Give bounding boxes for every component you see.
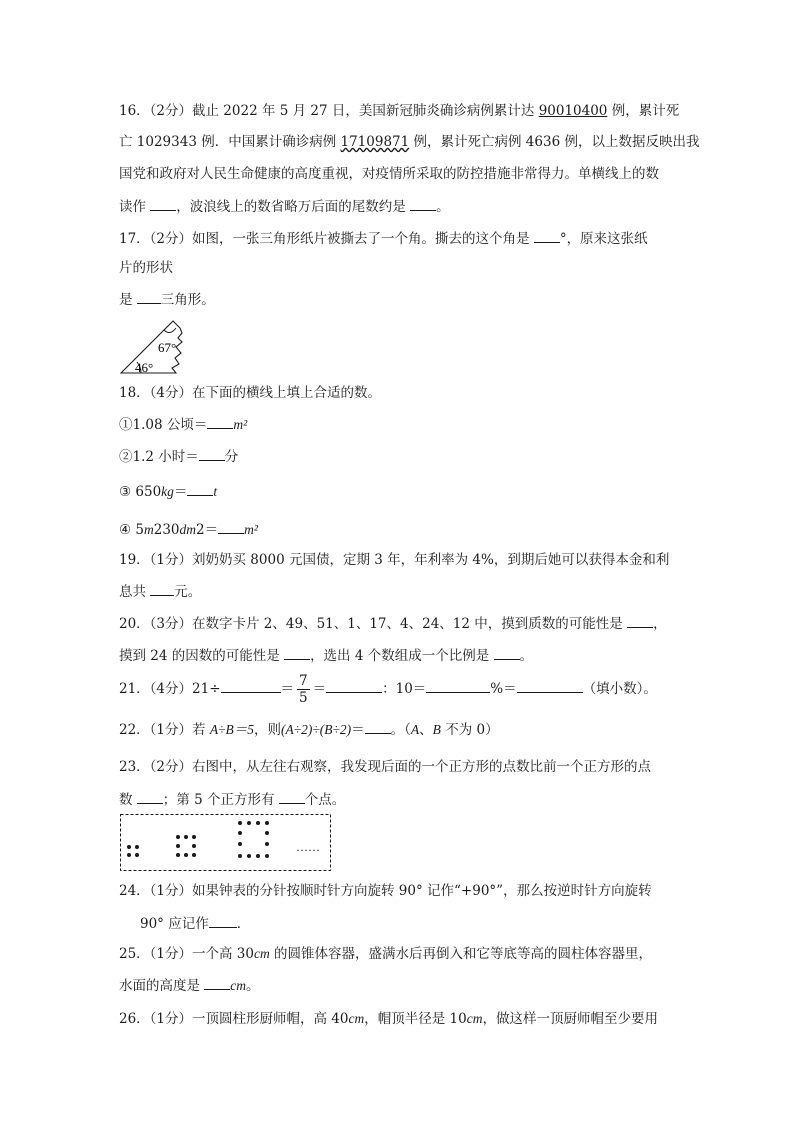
q21-line: [119, 672, 657, 706]
angle-label-46: 46°: [135, 360, 154, 375]
dot: [135, 845, 139, 849]
q18-item-3: [119, 481, 217, 502]
dot: [238, 821, 242, 825]
q16-text: ，波浪线上的数省略万后面的尾数约是: [176, 199, 411, 215]
answer-blank[interactable]: [627, 613, 653, 628]
q21-text: （填小数）。: [582, 681, 657, 697]
dot: [176, 835, 180, 839]
answer-blank[interactable]: [207, 414, 233, 429]
dot: [265, 831, 269, 835]
q25-text: 。: [246, 978, 260, 994]
q16-text: 例，累计死亡病例 4636 例，以上数据反映出我: [409, 134, 700, 150]
q21-text: ：10＝: [382, 681, 427, 697]
answer-blank[interactable]: [221, 678, 281, 693]
answer-blank[interactable]: [218, 519, 244, 534]
q17-line-3: [119, 289, 215, 310]
q18-item-2: [119, 446, 238, 467]
q25-text: 的圆锥体容器，盛满水后再倒入和它等底等高的圆柱体容器里，: [269, 946, 653, 962]
q23-line-1: [119, 757, 651, 777]
q22-expr: (A÷2)÷(B÷2): [280, 722, 352, 737]
dot: [176, 853, 180, 857]
q16-text: 亡 1029343 例．中国累计确诊病例: [119, 134, 341, 150]
q18-text: 2＝: [196, 522, 219, 538]
q25-line-1: [119, 944, 652, 964]
dot: [238, 842, 242, 846]
fraction-denominator: 5: [299, 690, 308, 706]
answer-blank[interactable]: [426, 678, 490, 693]
unit-cm: cm: [230, 978, 247, 993]
torn-triangle-figure: [118, 316, 198, 378]
unit-kg: kg: [161, 484, 174, 499]
q24-line-1: [119, 881, 652, 901]
q18-text: 分: [224, 449, 239, 465]
q16-underlined-number: 90010400: [538, 103, 608, 119]
q23-text: 23．（2分）右图中，从左往右观察，我发现后面的一个正方形的点数比前一个正方形的点: [119, 759, 652, 775]
ellipsis: ……: [296, 840, 320, 854]
fraction-numerator: 7: [299, 673, 308, 689]
q16-text: 16．（2分）截止 2022 年 5 月 27 日，美国新冠肺炎确诊病例累计达: [119, 103, 539, 119]
q22-var-b: B: [432, 722, 441, 737]
q16-text: 。: [436, 199, 450, 215]
answer-blank[interactable]: [534, 228, 560, 243]
q17-text: 片的形状: [119, 260, 173, 276]
q23-text: ；第 5 个正方形有: [162, 792, 279, 808]
q18-text: ④ 5: [119, 522, 144, 538]
q22-text: 、: [419, 722, 433, 738]
q24-text: 90° 应记作: [140, 916, 209, 932]
q18-text: 230: [153, 522, 180, 538]
dot: [256, 821, 260, 825]
dot: [265, 842, 269, 846]
dot: [247, 854, 251, 858]
dot: [265, 821, 269, 825]
answer-blank[interactable]: [326, 678, 382, 693]
q18-text: ＝: [173, 484, 188, 500]
answer-blank[interactable]: [494, 645, 520, 660]
unit-m2: m²: [244, 522, 258, 537]
q25-line-2: [119, 975, 260, 996]
dot: [265, 854, 269, 858]
angle-label-67: 67°: [158, 340, 177, 355]
q20-text: 摸到 24 的因数的可能性是: [119, 648, 285, 664]
q26-text: 26．（1分）一顶圆柱形厨师帽，高 40: [119, 1011, 349, 1027]
q18-text: 18．（4分）在下面的横线上填上合适的数。: [119, 385, 382, 401]
q18-item-4: [119, 519, 258, 540]
unit-t: t: [213, 484, 218, 499]
q20-line-2: [119, 645, 533, 666]
q23-text: 个点。: [304, 792, 346, 808]
dot: [184, 853, 188, 857]
answer-blank[interactable]: [137, 289, 161, 304]
dot: [127, 845, 131, 849]
q21-text: ＝: [280, 681, 295, 697]
q20-text: ，: [653, 616, 667, 632]
answer-blank[interactable]: [150, 581, 174, 596]
dot: [238, 854, 242, 858]
q20-text: 。: [519, 648, 534, 664]
unit-cm: cm: [348, 1011, 365, 1026]
q18-title: [119, 383, 381, 403]
q16-text: 读作: [119, 199, 151, 215]
fraction-7-5: [297, 673, 310, 706]
answer-blank[interactable]: [209, 913, 237, 928]
answer-blank[interactable]: [365, 719, 391, 734]
q18-item-1: [119, 414, 247, 435]
dot-squares-figure: [120, 814, 332, 872]
answer-blank[interactable]: [187, 481, 213, 496]
unit-cm: cm: [254, 946, 270, 961]
q19-text: 元。: [174, 584, 202, 600]
q20-text: 20．（3分）在数字卡片 2、49、51、1、17、4、24、12 中，摸到质数的可能性是: [119, 616, 628, 632]
q24-line-2: [140, 913, 250, 934]
q24-text: 24．（1分）如果钟表的分针按顺时针方向旋转 90° 记作“+90°”，那么按逆时针方向旋转: [119, 883, 652, 899]
q17-text: °，原来这张纸: [559, 231, 648, 247]
unit-m2: m²: [233, 417, 248, 432]
q16-line-2: [119, 132, 699, 152]
q22-text: 。（: [390, 722, 411, 738]
q22-line: [119, 719, 499, 740]
unit-dm: dm: [179, 522, 197, 537]
answer-blank[interactable]: [284, 645, 310, 660]
q16-text: 国党和政府对人民生命健康的高度重视，对疫情所采取的防控措施非常得力。单横线上的数: [119, 166, 659, 182]
q23-text: 数: [119, 792, 137, 808]
dot: [135, 853, 139, 857]
q19-text: 19．（1分）刘奶奶买 8000 元国债，定期 3 年，年利率为 4%，到期后她可以获得本金和利: [119, 552, 670, 568]
answer-blank[interactable]: [199, 446, 225, 461]
q17-text: 三角形。: [160, 292, 215, 308]
dot: [238, 831, 242, 835]
q21-text: ＝: [312, 681, 327, 697]
unit-cm: cm: [466, 1011, 483, 1026]
answer-blank[interactable]: [150, 196, 176, 211]
q22-var-a: A: [410, 722, 420, 737]
q22-text: 22．（1分）若: [119, 722, 210, 738]
q16-wavy-number: 17109871: [340, 134, 410, 150]
q16-line-3: [119, 164, 659, 184]
answer-blank[interactable]: [410, 196, 436, 211]
q21-text: 21．（4分）21÷: [119, 681, 221, 697]
q22-text: 不为 0）: [440, 722, 499, 738]
q22-text: ＝: [351, 722, 365, 738]
q18-text: ③ 650: [119, 484, 162, 500]
dot: [247, 821, 251, 825]
answer-blank[interactable]: [517, 678, 583, 693]
q17-text: 17．（2分）如图，一张三角形纸片被撕去了一个角。撕去的这个角是: [119, 231, 534, 247]
q16-line-4: [119, 196, 450, 217]
q20-line-1: [119, 613, 667, 634]
answer-blank[interactable]: [204, 975, 230, 990]
q20-text: ，选出 4 个数组成一个比例是: [310, 648, 494, 664]
dot: [192, 835, 196, 839]
q26-line-1: [119, 1009, 658, 1029]
q21-text: %＝: [490, 681, 517, 697]
q26-text: ，帽顶半径是 10: [364, 1011, 467, 1027]
dot: [127, 853, 131, 857]
q16-text: 例，累计死: [607, 103, 680, 119]
q18-text: ①1.08 公顷＝: [119, 417, 208, 433]
q25-text: 水面的高度是: [119, 978, 205, 994]
q23-line-2: [119, 789, 345, 810]
q26-text: ，做这样一顶厨师帽至少要用: [482, 1011, 658, 1027]
unit-m: m: [143, 522, 154, 537]
q24-text: ．: [236, 916, 251, 932]
dot: [176, 844, 180, 848]
q25-text: 25．（1分）一个高 30: [119, 946, 254, 962]
q17-line-2: [119, 258, 173, 278]
q22-expr: A÷B＝5: [209, 722, 254, 737]
q22-text: ，则: [253, 722, 281, 738]
q19-line-2: [119, 581, 201, 602]
q19-line-1: [119, 550, 669, 570]
dot: [192, 844, 196, 848]
answer-blank[interactable]: [279, 789, 305, 804]
dot: [192, 853, 196, 857]
dot: [256, 854, 260, 858]
q19-text: 息共: [119, 584, 151, 600]
answer-blank[interactable]: [137, 789, 163, 804]
q18-text: ②1.2 小时＝: [119, 449, 199, 465]
q17-text: 是: [119, 292, 137, 308]
q17-line-1: [119, 228, 648, 249]
q16-line-1: [119, 101, 679, 121]
dot: [184, 835, 188, 839]
